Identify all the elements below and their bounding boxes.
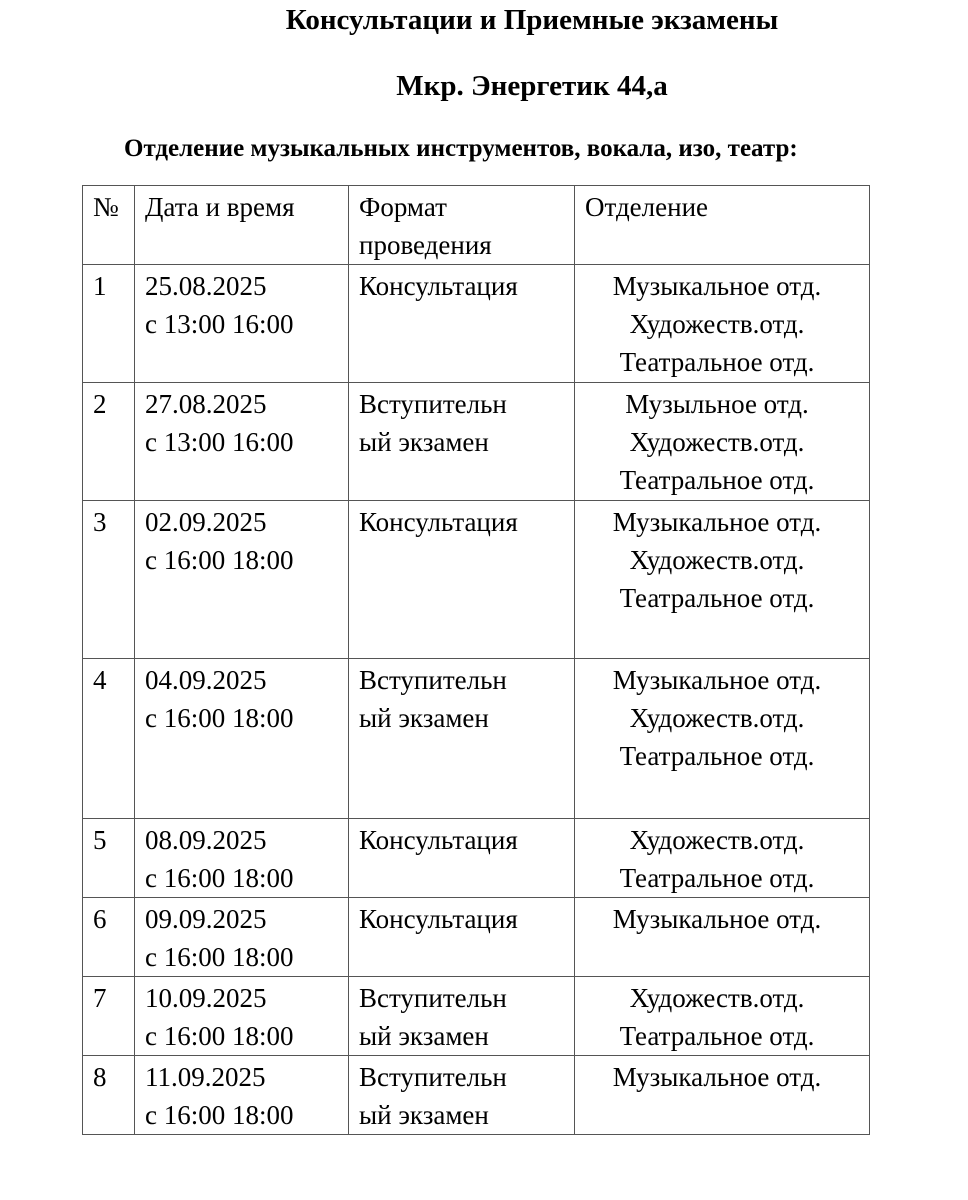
row-datetime-cell: 27.08.2025 с 13:00 16:00 — [135, 383, 349, 501]
row-department-cell: Музыкальное отд. — [575, 898, 870, 977]
row-datetime-cell: 08.09.2025 с 16:00 18:00 — [135, 819, 349, 898]
table-row — [83, 501, 870, 659]
table-row — [83, 819, 870, 898]
table-row — [83, 659, 870, 819]
table-row — [83, 265, 870, 383]
department-heading: Отделение музыкальных инструментов, вокала, изо, театр: — [124, 135, 798, 162]
row-department-cell: Музыкальное отд. Художеств.отд. Театральное отд. — [575, 501, 870, 659]
table-row — [83, 977, 870, 1056]
header-number: № — [83, 186, 135, 265]
row-datetime-cell: 04.09.2025 с 16:00 18:00 — [135, 659, 349, 819]
row-number-cell: 3 — [83, 501, 135, 659]
table-row — [83, 1056, 870, 1135]
row-datetime-cell: 09.09.2025 с 16:00 18:00 — [135, 898, 349, 977]
table-row — [83, 898, 870, 977]
row-datetime-cell: 10.09.2025 с 16:00 18:00 — [135, 977, 349, 1056]
row-department-cell: Художеств.отд. Театральное отд. — [575, 819, 870, 898]
table-row — [83, 383, 870, 501]
document-address: Мкр. Энергетик 44,а — [396, 70, 668, 102]
row-number-cell: 4 — [83, 659, 135, 819]
row-department-cell: Музыкальное отд. Художеств.отд. Театральное отд. — [575, 659, 870, 819]
row-number-cell: 1 — [83, 265, 135, 383]
table-header-row — [83, 186, 870, 265]
row-datetime-cell: 25.08.2025 с 13:00 16:00 — [135, 265, 349, 383]
row-format-cell: Консультация — [349, 501, 575, 659]
row-format-cell: Вступительн ый экзамен — [349, 1056, 575, 1135]
header-datetime: Дата и время — [135, 186, 349, 265]
row-datetime-cell: 02.09.2025 с 16:00 18:00 — [135, 501, 349, 659]
row-number-cell: 6 — [83, 898, 135, 977]
row-department-cell: Музыкальное отд. Художеств.отд. Театральное отд. — [575, 265, 870, 383]
row-format-cell: Консультация — [349, 819, 575, 898]
row-datetime-cell: 11.09.2025 с 16:00 18:00 — [135, 1056, 349, 1135]
row-number-cell: 2 — [83, 383, 135, 501]
row-number-cell: 8 — [83, 1056, 135, 1135]
row-department-cell: Художеств.отд. Театральное отд. — [575, 977, 870, 1056]
header-department: Отделение — [575, 186, 870, 265]
row-format-cell: Вступительн ый экзамен — [349, 383, 575, 501]
row-format-cell: Консультация — [349, 265, 575, 383]
schedule-table — [82, 185, 870, 1135]
document-title: Консультации и Приемные экзамены — [285, 4, 779, 36]
header-format: Формат проведения — [349, 186, 575, 265]
row-number-cell: 7 — [83, 977, 135, 1056]
row-format-cell: Вступительн ый экзамен — [349, 659, 575, 819]
row-department-cell: Музыкальное отд. — [575, 1056, 870, 1135]
row-number-cell: 5 — [83, 819, 135, 898]
row-format-cell: Консультация — [349, 898, 575, 977]
row-department-cell: Музыльное отд. Художеств.отд. Театральное отд. — [575, 383, 870, 501]
row-format-cell: Вступительн ый экзамен — [349, 977, 575, 1056]
